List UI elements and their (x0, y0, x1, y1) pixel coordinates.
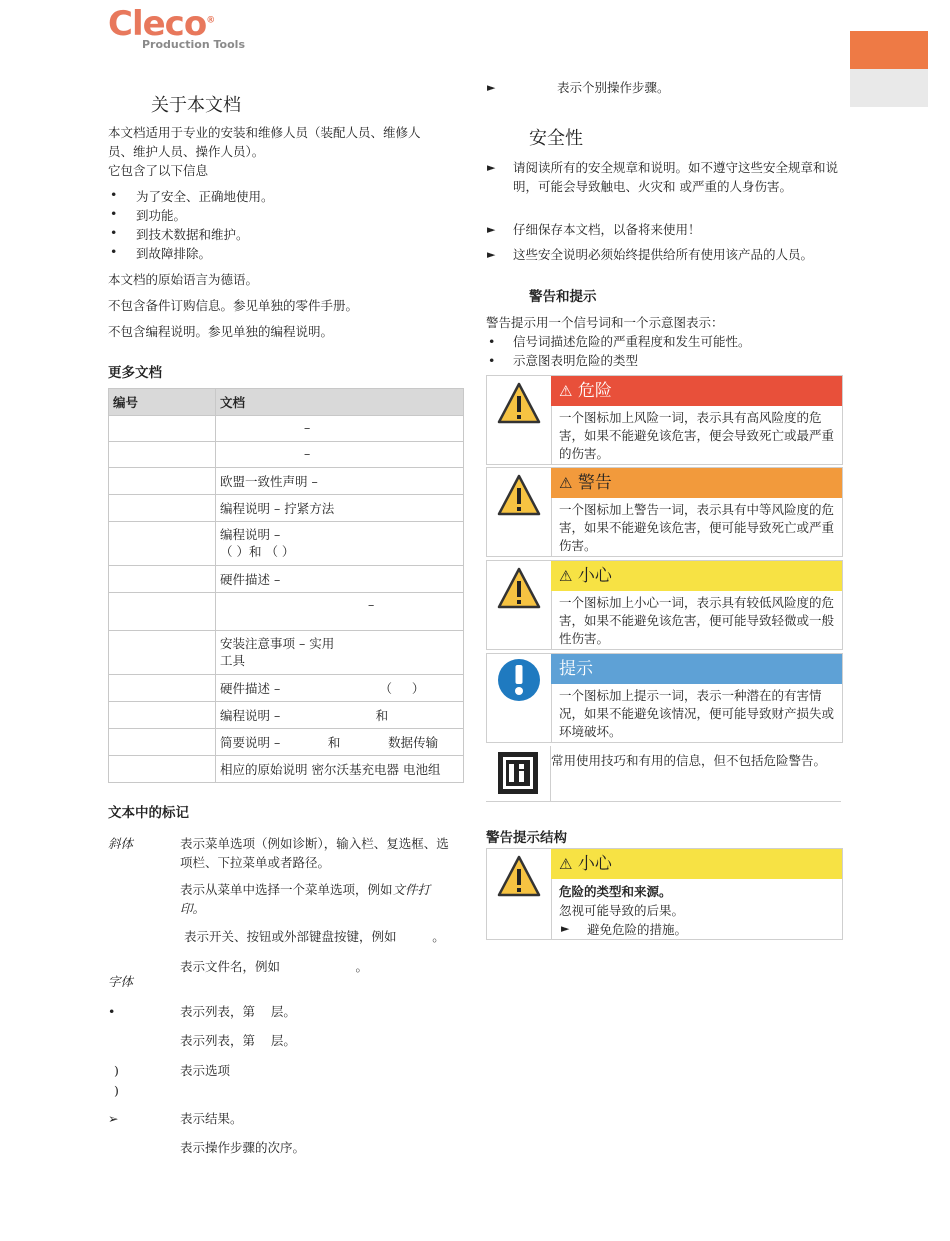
table-cell-document: 编程说明 – 和 (216, 702, 464, 729)
warnings-bullet: 信号词描述危险的严重程度和发生可能性。 (513, 334, 751, 349)
warnings-bullet: 示意图表明危险的类型 (513, 353, 639, 368)
marking-desc: 表示操作步骤的次序。 (180, 1140, 306, 1155)
bullet-text: 到技术数据和维护。 (136, 227, 249, 242)
intro-line-1: 本文档适用于专业的安装和维修人员（装配人员、维修人 (108, 125, 421, 140)
table-row (109, 756, 464, 783)
column-header-document: 文档 (216, 389, 464, 416)
danger-box (486, 375, 843, 465)
table-cell-number (109, 416, 216, 442)
table-cell-number (109, 729, 216, 756)
table-row (109, 442, 464, 468)
info-text: 常用使用技巧和有用的信息，但不包括危险警告。 (551, 753, 827, 768)
marking-desc: 表示选项 (180, 1063, 231, 1078)
marking-desc: 表示列表，第 层。 (180, 1033, 296, 1048)
table-row (109, 593, 464, 631)
table-row (109, 416, 464, 442)
intro-line-3: 它包含了以下信息 (108, 163, 209, 178)
warning-triangle-icon (487, 561, 552, 649)
table-row (109, 522, 464, 566)
marking-desc: 表示结果。 (180, 1111, 243, 1126)
intro-line-2: 员、维护人员、操作人员）。 (108, 144, 265, 159)
bullet: • (110, 244, 118, 259)
structure-title: 警告提示结构 (486, 830, 567, 846)
chapter-tab-active (850, 31, 928, 69)
table-cell-document: 硬件描述 – (216, 566, 464, 593)
step-arrow-icon: ► (487, 223, 496, 236)
info-box (486, 746, 841, 802)
bullet-text: 到功能。 (136, 208, 187, 223)
section-title-about: 关于本文档 (151, 95, 241, 116)
step-arrow-icon: ► (487, 248, 496, 261)
danger-header: ⚠ 危险 (551, 376, 842, 406)
table-cell-document: 简要说明 – 和 数据传输 (216, 729, 464, 756)
markings-title: 文本中的标记 (108, 805, 189, 821)
warnings-intro: 警告提示用一个信号词和一个示意图表示： (486, 315, 724, 330)
alert-icon: ⚠ (559, 567, 573, 585)
table-row (109, 675, 464, 702)
warning-header: ⚠ 警告 (551, 468, 842, 498)
table-cell-document: – (216, 593, 464, 631)
no-parts-note: 不包含备件订购信息。参见单独的零件手册。 (108, 298, 359, 313)
exclamation-circle-icon (487, 654, 552, 742)
table-cell-document: – (216, 442, 464, 468)
table-cell-number (109, 468, 216, 495)
table-cell-number (109, 495, 216, 522)
table-cell-number (109, 442, 216, 468)
warning-box (486, 467, 843, 557)
marking-key: ➢ (108, 1111, 119, 1126)
logo-subtitle: Production Tools (142, 38, 245, 51)
table-cell-document: 安装注意事项 – 实用 工具 (216, 631, 464, 675)
bullet: • (110, 225, 118, 240)
bullet: • (110, 206, 118, 221)
bullet: • (110, 187, 118, 202)
table-cell-number (109, 756, 216, 783)
warnings-title: 警告和提示 (529, 289, 597, 305)
alert-icon: ⚠ (559, 855, 573, 873)
section-title-safety: 安全性 (529, 128, 583, 149)
step-arrow-icon: ► (561, 922, 570, 935)
no-programming-note: 不包含编程说明。参见单独的编程说明。 (108, 324, 334, 339)
table-row (109, 468, 464, 495)
caution-text: 一个图标加上小心一词，表示具有较低风险度的危害，如果不能避免该危害，便可能导致轻微或一般性伤害。 (559, 595, 835, 646)
original-language-note: 本文档的原始语言为德语。 (108, 272, 259, 287)
bullet: • (488, 353, 496, 368)
bullet: • (488, 334, 496, 349)
bullet-text: 到故障排除。 (136, 246, 212, 261)
table-cell-document: 相应的原始说明 密尔沃基充电器 电池组 (216, 756, 464, 783)
marking-key: • (108, 1004, 116, 1019)
structure-box (486, 848, 843, 940)
table-cell-number (109, 675, 216, 702)
marking-key: 字体 (108, 974, 134, 989)
table-cell-number (109, 702, 216, 729)
caution-box (486, 560, 843, 650)
table-row (109, 729, 464, 756)
warning-triangle-icon (487, 376, 552, 464)
table-cell-number (109, 522, 216, 566)
marking-desc: 表示开关、按钮或外部键盘按键，例如 。 (180, 929, 445, 944)
marking-desc: 表示文件名，例如 。 (180, 959, 368, 974)
table-cell-document: – (216, 416, 464, 442)
marking-desc: 表示列表，第 层。 (180, 1004, 296, 1019)
warning-triangle-icon (487, 468, 552, 556)
notice-box (486, 653, 843, 743)
table-cell-number (109, 593, 216, 631)
table-row (109, 702, 464, 729)
structure-measure: 避免危险的措施。 (587, 922, 688, 937)
table-row (109, 566, 464, 593)
step-arrow-icon: ► (487, 161, 496, 174)
caution-header: ⚠ 小心 (551, 561, 842, 591)
info-icon (486, 746, 551, 801)
documents-table (108, 388, 464, 783)
table-cell-number (109, 631, 216, 675)
more-docs-title: 更多文档 (108, 365, 162, 381)
structure-header: ⚠ 小心 (551, 849, 842, 879)
bullet-text: 为了安全、正确地使用。 (136, 189, 274, 204)
marking-key: 斜体 (108, 836, 134, 851)
marking-desc: 表示菜单选项（例如诊断），输入栏、复选框、选项栏、下拉菜单或者路径。 (180, 836, 449, 870)
notice-header: 提示 (551, 654, 842, 684)
safety-item: 仔细保存本文档，以备将来使用！ (513, 222, 701, 237)
chapter-tab (850, 69, 928, 107)
table-cell-document: 欧盟一致性声明 – (216, 468, 464, 495)
marking-desc: 表示从菜单中选择一个菜单选项，例如文件打印。 (180, 882, 431, 916)
warning-triangle-icon (487, 849, 552, 939)
table-cell-document: 硬件描述 – （ ） (216, 675, 464, 702)
step-arrow-icon: ► (487, 81, 496, 94)
safety-item: 这些安全说明必须始终提供给所有使用该产品的人员。 (513, 247, 814, 262)
table-cell-number (109, 566, 216, 593)
table-row (109, 495, 464, 522)
table-cell-document: 编程说明 – （ ）和 （ ） (216, 522, 464, 566)
table-cell-document: 编程说明 – 拧紧方法 (216, 495, 464, 522)
alert-icon: ⚠ (559, 382, 573, 400)
table-header-row (109, 389, 464, 416)
danger-text: 一个图标加上风险一词，表示具有高风险度的危害，如果不能避免该危害，便会导致死亡或最严重的伤害。 (559, 410, 835, 461)
cleco-logo: Cleco® (108, 4, 215, 44)
structure-hazard: 危险的类型和来源。 (559, 884, 672, 899)
structure-consequence: 忽视可能导致的后果。 (559, 903, 685, 918)
alert-icon: ⚠ (559, 474, 573, 492)
warning-text: 一个图标加上警告一词，表示具有中等风险度的危害，如果不能避免该危害，便可能导致死亡或严重伤害。 (559, 502, 835, 553)
table-row (109, 631, 464, 675)
column-header-number: 编号 (109, 389, 216, 416)
marking-key: ) ) (114, 1063, 119, 1098)
notice-text: 一个图标加上提示一词，表示一种潜在的有害情况，如果不能避免该情况，便可能导致财产损失或环境破坏。 (559, 688, 835, 739)
single-step-text: 表示个别操作步骤。 (557, 80, 670, 95)
safety-item: 请阅读所有的安全规章和说明。如不遵守这些安全规章和说明，可能会导致触电、火灾和 或严重的人身伤害。 (513, 160, 839, 194)
